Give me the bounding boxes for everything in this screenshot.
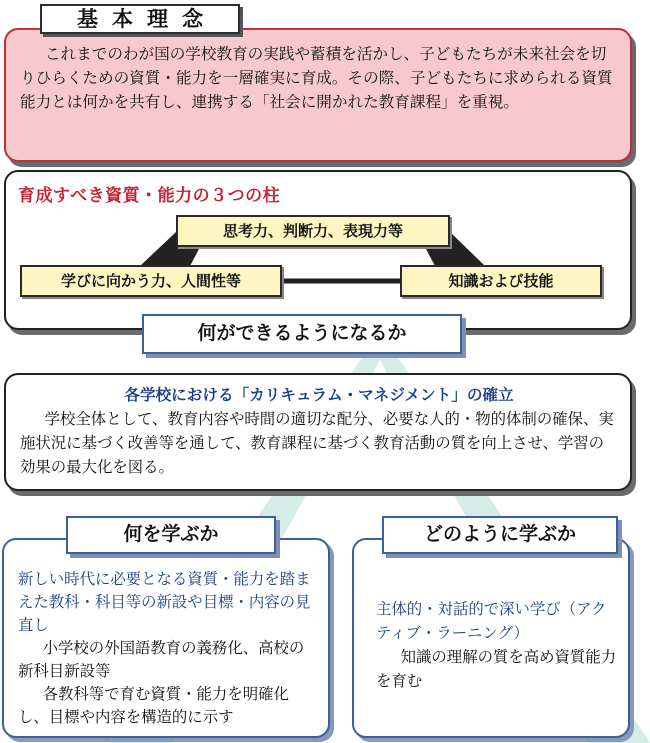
what-to-learn-para1: 小学校の外国語教育の義務化、高校の新科目新設等 (18, 639, 305, 680)
curriculum-management-text: 学校全体として、教育内容や時間の適切な配分、必要な人的・物的体制の確保、実施状況に基づく改善等を通して、教育課程に基づく教育活動の質を向上させ、学習の効果の最大化を図る。 (20, 410, 614, 476)
what-to-learn-heading: 新しい時代に必要となる資質・能力を踏まえた教科・科目等の新設や目標・内容の見直し (18, 570, 311, 634)
curriculum-management-title: 各学校における「カリキュラム・マネジメント」の確立 (124, 386, 514, 404)
what-can-do-caption: 何ができるようになるか (142, 314, 462, 354)
how-to-learn-title: どのように学ぶか (382, 516, 618, 554)
pillar-knowledge: 知識および技能 (400, 265, 602, 297)
pillar-thinking: 思考力、判断力、表現力等 (176, 215, 450, 247)
how-to-learn-heading: 主体的・対話的で深い学び（アクティブ・ラーニング） (376, 600, 607, 642)
kihon-rinen-title: 基本理念 (40, 4, 240, 34)
pillars-title: 育成すべき資質・能力の３つの柱 (18, 186, 281, 206)
what-to-learn-title: 何を学ぶか (66, 516, 276, 554)
what-to-learn-para2: 各教科等で育む資質・能力を明確化し、目標や内容を構造的に示す (18, 685, 289, 726)
pillar-motivation: 学びに向かう力、人間性等 (20, 265, 282, 297)
how-to-learn-para: 知識の理解の質を高め資質能力を育む (376, 648, 617, 690)
kihon-rinen-text: これまでのわが国の学校教育の実践や蓄積を活かし、子どもたちが未来社会を切りひらくための資質・能力を一層確実に育成。その際、子どもたちに求められる資質能力とは何かを共有し、連携する「社会に開かれた教育課程」を重視。 (20, 45, 613, 111)
